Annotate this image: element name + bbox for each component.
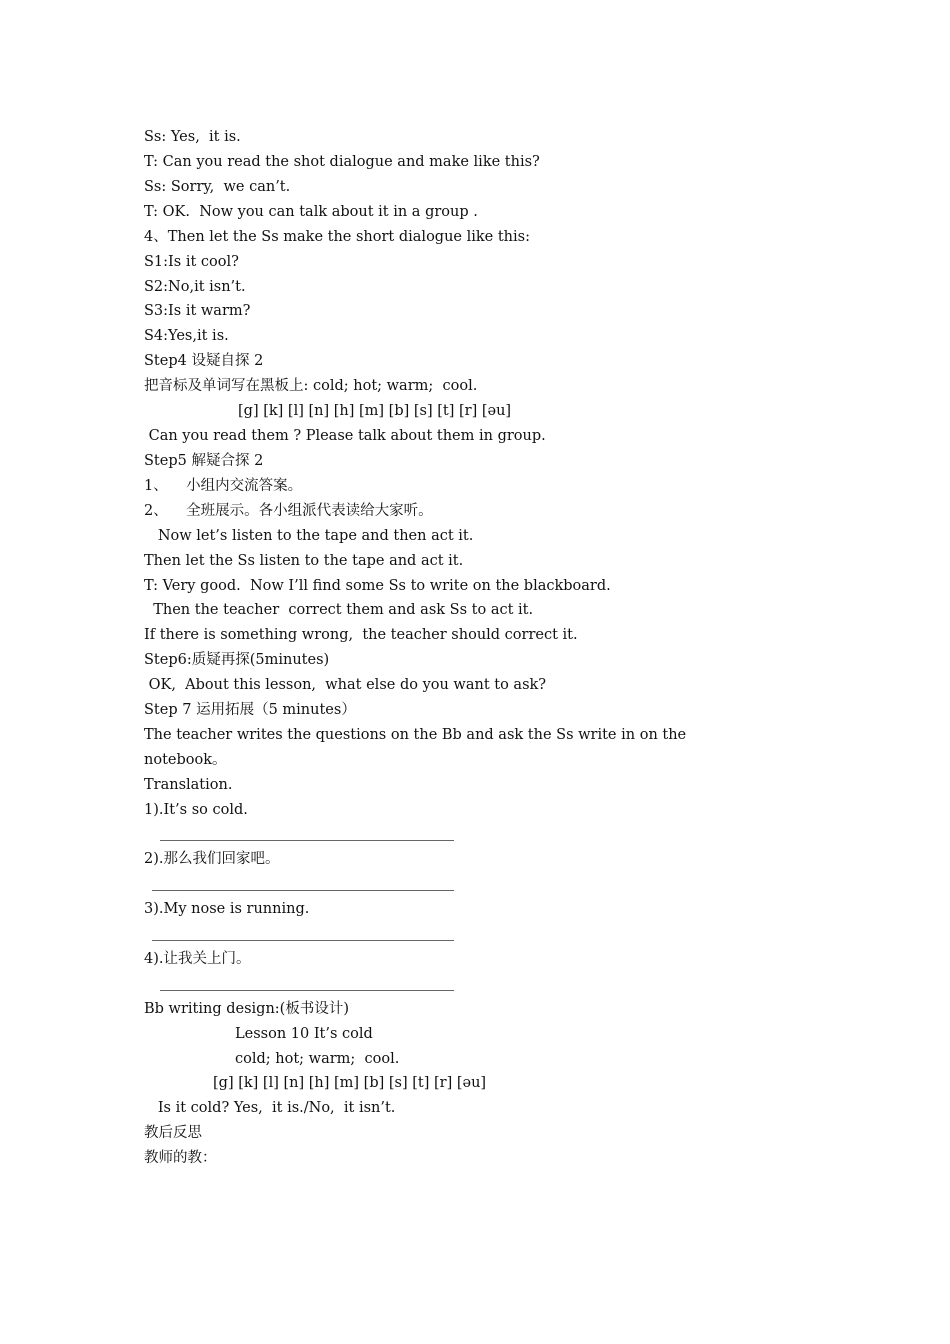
text-line: 4、Then let the Ss make the short dialogue like this: — [144, 229, 530, 245]
answer-blank — [152, 940, 454, 941]
text-line: S1:Is it cool? — [144, 254, 239, 270]
text-line: Can you read them ? Please talk about them in group. — [144, 428, 546, 444]
text-line: Ss: Yes, it is. — [144, 129, 241, 145]
step-heading: Step6:质疑再探(5minutes) — [144, 652, 330, 668]
text-line: OK, About this lesson, what else do you want to ask? — [144, 677, 547, 693]
exercise-item: 3).My nose is running. — [144, 901, 310, 917]
answer-blank — [160, 840, 454, 841]
text-line: notebook。 — [144, 752, 227, 768]
text-line: The teacher writes the questions on the Bb and ask the Ss write in on the — [144, 727, 687, 743]
step-heading: Step5 解疑合探 2 — [144, 453, 264, 469]
text-line: Then the teacher correct them and ask Ss to act it. — [144, 602, 534, 618]
step-heading: Step4 设疑自探 2 — [144, 353, 264, 369]
list-item: 2、 全班展示。各小组派代表读给大家听。 — [144, 503, 433, 519]
text-line: Ss: Sorry, we can’t. — [144, 179, 291, 195]
section-heading: Bb writing design:(板书设计) — [144, 1001, 349, 1017]
section-heading: 教后反思 — [144, 1125, 202, 1141]
text-line: T: OK. Now you can talk about it in a group . — [144, 204, 478, 220]
board-title: Lesson 10 It’s cold — [235, 1026, 373, 1042]
step-heading: Step 7 运用拓展（5 minutes） — [144, 702, 356, 718]
text-line: T: Can you read the shot dialogue and make like this? — [144, 154, 540, 170]
text-line: 把音标及单词写在黑板上: cold; hot; warm; cool. — [144, 378, 478, 394]
exercise-item: 4).让我关上门。 — [144, 951, 251, 967]
exercise-item: 2).那么我们回家吧。 — [144, 851, 280, 867]
text-line: Translation. — [144, 777, 233, 793]
list-item: 1、 小组内交流答案。 — [144, 478, 303, 494]
board-words: cold; hot; warm; cool. — [235, 1051, 400, 1067]
text-line: Now let’s listen to the tape and then act it. — [144, 528, 474, 544]
answer-blank — [152, 890, 454, 891]
text-line: T: Very good. Now I’ll find some Ss to write on the blackboard. — [144, 578, 611, 594]
text-line: 教师的教： — [144, 1150, 217, 1166]
text-line: S4:Yes,it is. — [144, 328, 229, 344]
phonetic-symbols-line: [g] [k] [l] [n] [h] [m] [b] [s] [t] [r] [əu] — [213, 1075, 487, 1091]
text-line: If there is something wrong, the teacher should correct it. — [144, 627, 578, 643]
text-line: S3:Is it warm? — [144, 303, 251, 319]
exercise-item: 1).It’s so cold. — [144, 802, 248, 818]
text-line: Then let the Ss listen to the tape and act it. — [144, 553, 464, 569]
answer-blank — [160, 990, 454, 991]
text-line: S2:No,it isn’t. — [144, 279, 246, 295]
board-sentence: Is it cold? Yes, it is./No, it isn’t. — [144, 1100, 396, 1116]
phonetic-symbols-line: [g] [k] [l] [n] [h] [m] [b] [s] [t] [r] [əu] — [238, 403, 512, 419]
